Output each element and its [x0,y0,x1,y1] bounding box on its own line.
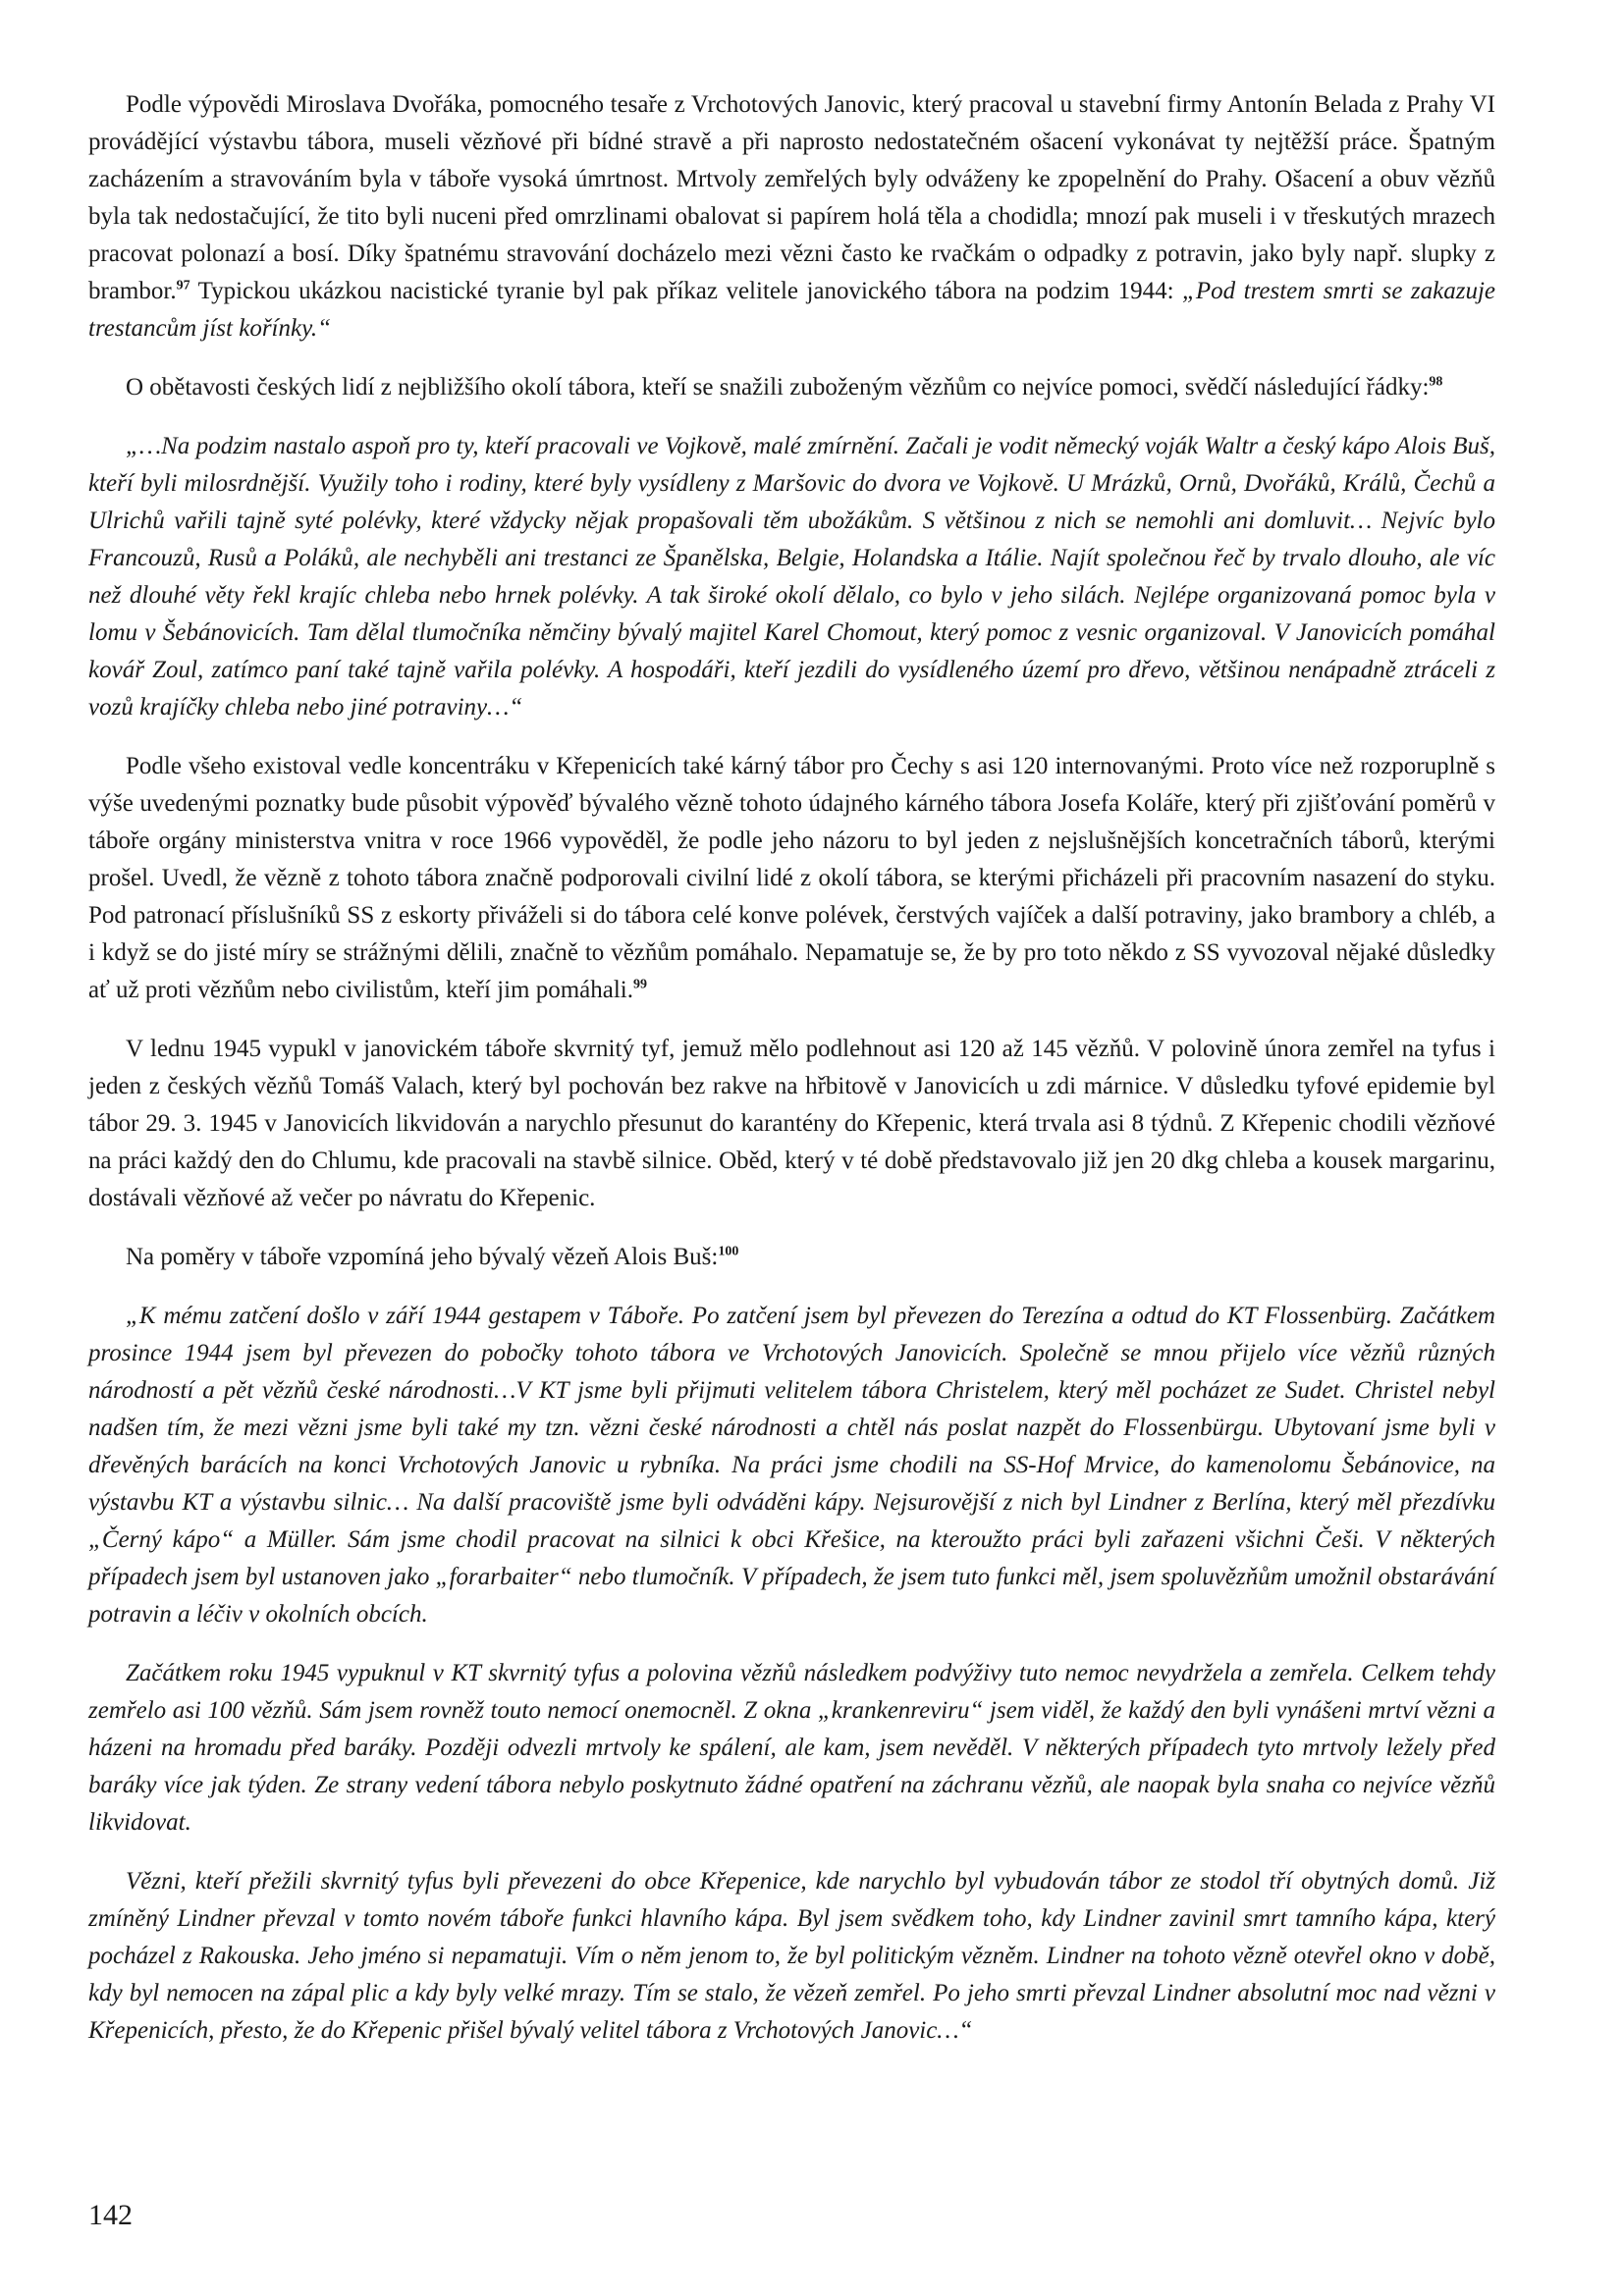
quote-text: „K mému zatčení došlo v září 1944 gestapem v Táboře. Po zatčení jsem byl převezen do Terezína a odtud do KT Flossenbürg. Začátkem prosince 1944 jsem byl převezen do pobočky tohoto tábora ve Vrchotových Janovicích. Společně se mnou přijelo více vězňů různých národností a pět vězňů české národnosti…V KT jsme byli přijmuti velitelem tábora Christelem, který měl pocházet ze Sudet. Christel nebyl nadšen tím, že mezi vězni jsme byli také my tzn. vězni české národnosti a chtěl nás poslat nazpět do Flossenbürgu. Ubytovaní jsme byli v dřevěných barácích na konci Vrchotových Janovic u rybníka. Na práci jsme chodili na SS-Hof Mrvice, do kamenolomu Šebánovice, na výstavbu KT a výstavbu silnic… Na další pracoviště jsme byli odváděni kápy. Nejsurovější z nich byl Lindner z Berlína, který měl přezdívku „Černý kápo“ a Müller. Sám jsme chodil pracovat na silnici k obci Křešice, na kteroužto práci byli zařazeni všichni Češi. V některých případech jsem byl ustanoven jako „forarbaiter“ nebo tlumočník. V případech, že jsem tuto funkci měl, jsem spoluvězňům umožnil obstarávání potravin a léčiv v okolních obcích. [88,1303,1495,1628]
paragraph-text: Podle všeho existoval vedle koncentráku v Křepenicích také kárný tábor pro Čechy s asi 120 internovanými. Proto více než rozporuplně s výše uvedenými poznatky bude působit výpověď bývalého vězně tohoto údajného kárného tábora Josefa Koláře, který při zjišťování poměrů v táboře orgány ministerstva vnitra v roce 1966 vypověděl, že podle jeho názoru to byl jeden z nejslušnějších koncetračních táborů, kterými prošel. Uvedl, že vězně z tohoto tábora značně podporovali civilní lidé z okolí tábora, se kterými přicházeli při pracovním nasazení do styku. Pod patronací příslušníků SS z eskorty přiváželi si do tábora celé konve polévek, čerstvých vajíček a další potraviny, jako brambory a chléb, a i když se do jisté míry se strážnými dělili, značně to vězňům pomáhalo. Nepamatuje se, že by pro toto někdo z SS vyvozoval nějaké důsledky ať už proti vězňům nebo civilistům, kteří jim pomáhali. [88,753,1495,1003]
quote-text: Vězni, kteří přežili skvrnitý tyfus byli převezeni do obce Křepenice, kde narychlo byl vybudován tábor ze stodol tří obytných domů. Již zmíněný Lindner převzal v tomto novém táboře funkci hlavního kápa. Byl jsem svědkem toho, kdy Lindner zavinil smrt tamního kápa, který pocházel z Rakouska. Jeho jméno si nepamatuji. Vím o něm jenom to, že byl politickým vězněm. Lindner na tohoto vězně otevřel okno v době, kdy byl nemocen na zápal plic a kdy byly velké mrazy. Tím se stalo, že vězeň zemřel. Po jeho smrti převzal Lindner absolutní moc nad vězni v Křepenicích, přesto, že do Křepenic přišel bývalý velitel tábora z Vrchotových Janovic…“ [88,1868,1495,2044]
paragraph-text-continued: Typickou ukázkou nacistické tyranie byl pak příkaz velitele janovického tábora na podzim 1944: [189,278,1182,304]
quoted-order: „Pod trestem smrti se zakazuje trestancům jíst kořínky.“ [88,278,1496,342]
footnote-ref-97[interactable]: 97 [176,278,190,294]
paragraph-4 [88,1031,1495,1217]
paragraph-text: Na poměry v táboře vzpomíná jeho bývalý vězeň Alois Buš: [126,1244,719,1270]
quote-paragraph-4 [88,1863,1495,2050]
quote-text: „…Na podzim nastalo aspoň pro ty, kteří pracovali ve Vojkově, malé zmírnění. Začali je vodit německý voják Waltr a český kápo Alois Buš, kteří byli milosrdnější. Využily toho i rodiny, které byly vysídleny z Maršovic do dvora ve Vojkově. U Mrázků, Ornů, Dvořáků, Králů, Čechů a Ulrichů vařili tajně syté polévky, které vždycky nějak propašovali těm ubožákům. S většinou z nich se nemohli ani domluvit… Nejvíc bylo Francouzů, Rusů a Poláků, ale nechyběli ani trestanci ze Španělska, Belgie, Holandska a Itálie. Najít společnou řeč by trvalo dlouho, ale víc než dlouhé věty řekl krajíc chleba nebo hrnek polévky. A tak široké okolí dělalo, co bylo v jeho silách. Nejlépe organizovaná pomoc byla v lomu v Šebánovicích. Tam dělal tlumočníka němčiny bývalý majitel Karel Chomout, který pomoc z vesnic organizoval. V Janovicích pomáhal kovář Zoul, zatímco paní také tajně vařila polévky. A hospodáři, kteří jezdili do vysídleného území pro dřevo, většinou nenápadně ztráceli z vozů krajíčky chleba nebo jiné potraviny…“ [88,433,1495,721]
paragraph-text: V lednu 1945 vypukl v janovickém táboře skvrnitý tyf, jemuž mělo podlehnout asi 120 až 145 vězňů. V polovině února zemřel na tyfus i jeden z českých vězňů Tomáš Valach, který byl pochován bez rakve na hřbitově v Janovicích u zdi márnice. V důsledku tyfové epidemie byl tábor 29. 3. 1945 v Janovicích likvidován a narychlo přesunut do karantény do Křepenic, která trvala asi 8 týdnů. Z Křepenic chodili vězňové na práci každý den do Chlumu, kde pracovali na stavbě silnice. Oběd, který v té době představovalo již jen 20 dkg chleba a kousek margarinu, dostávali vězňové až večer po návratu do Křepenic. [88,1036,1495,1211]
paragraph-1 [88,86,1495,347]
quote-paragraph-1 [88,428,1495,726]
page-body [88,86,1495,2071]
paragraph-text: Podle výpovědi Miroslava Dvořáka, pomocného tesaře z Vrchotových Janovic, který pracoval u stavební firmy Antonín Belada z Prahy VI provádějící výstavbu tábora, museli vězňové při bídné stravě a při naprosto nedostatečném ošacení vykonávat ty nejtěžší práce. Špatným zacházením a stravováním byla v táboře vysoká úmrtnost. Mrtvoly zemřelých byly odváženy ke zpopelnění do Prahy. Ošacení a obuv vězňů byla tak nedostačující, že tito byli nuceni před omrzlinami obalovat si papírem holá těla a chodidla; mnozí pak museli i v třeskutých mrazech pracovat polonazí a bosí. Díky špatnému stravování docházelo mezi vězni často ke rvačkám o odpadky z potravin, jako byly např. slupky z brambor. [88,91,1495,304]
page-number: 142 [88,2199,133,2231]
footnote-ref-100[interactable]: 100 [718,1244,739,1259]
paragraph-text: O obětavosti českých lidí z nejbližšího okolí tábora, kteří se snažili zuboženým vězňům co nejvíce pomoci, svědčí následující řádky: [126,374,1430,400]
quote-paragraph-2 [88,1298,1495,1633]
footnote-ref-98[interactable]: 98 [1429,374,1443,390]
quote-text: Začátkem roku 1945 vypuknul v KT skvrnitý tyfus a polovina vězňů následkem podvýživy tuto nemoc nevydržela a zemřela. Celkem tehdy zemřelo asi 100 vězňů. Sám jsem rovněž touto nemocí onemocněl. Z okna „krankenreviru“ jsem viděl, že každý den byli vynášeni mrtví vězni a házeni na hromadu před baráky. Později odvezli mrtvoly ke spálení, ale kam, jsem nevěděl. V některých případech tyto mrtvoly ležely před baráky více jak týden. Ze strany vedení tábora nebylo poskytnuto žádné opatření na záchranu vězňů, ale naopak byla snaha co nejvíce vězňů likvidovat. [88,1660,1495,1836]
paragraph-2 [88,369,1495,406]
paragraph-5 [88,1239,1495,1276]
paragraph-3 [88,748,1495,1009]
quote-paragraph-3 [88,1655,1495,1842]
footnote-ref-99[interactable]: 99 [633,977,648,992]
